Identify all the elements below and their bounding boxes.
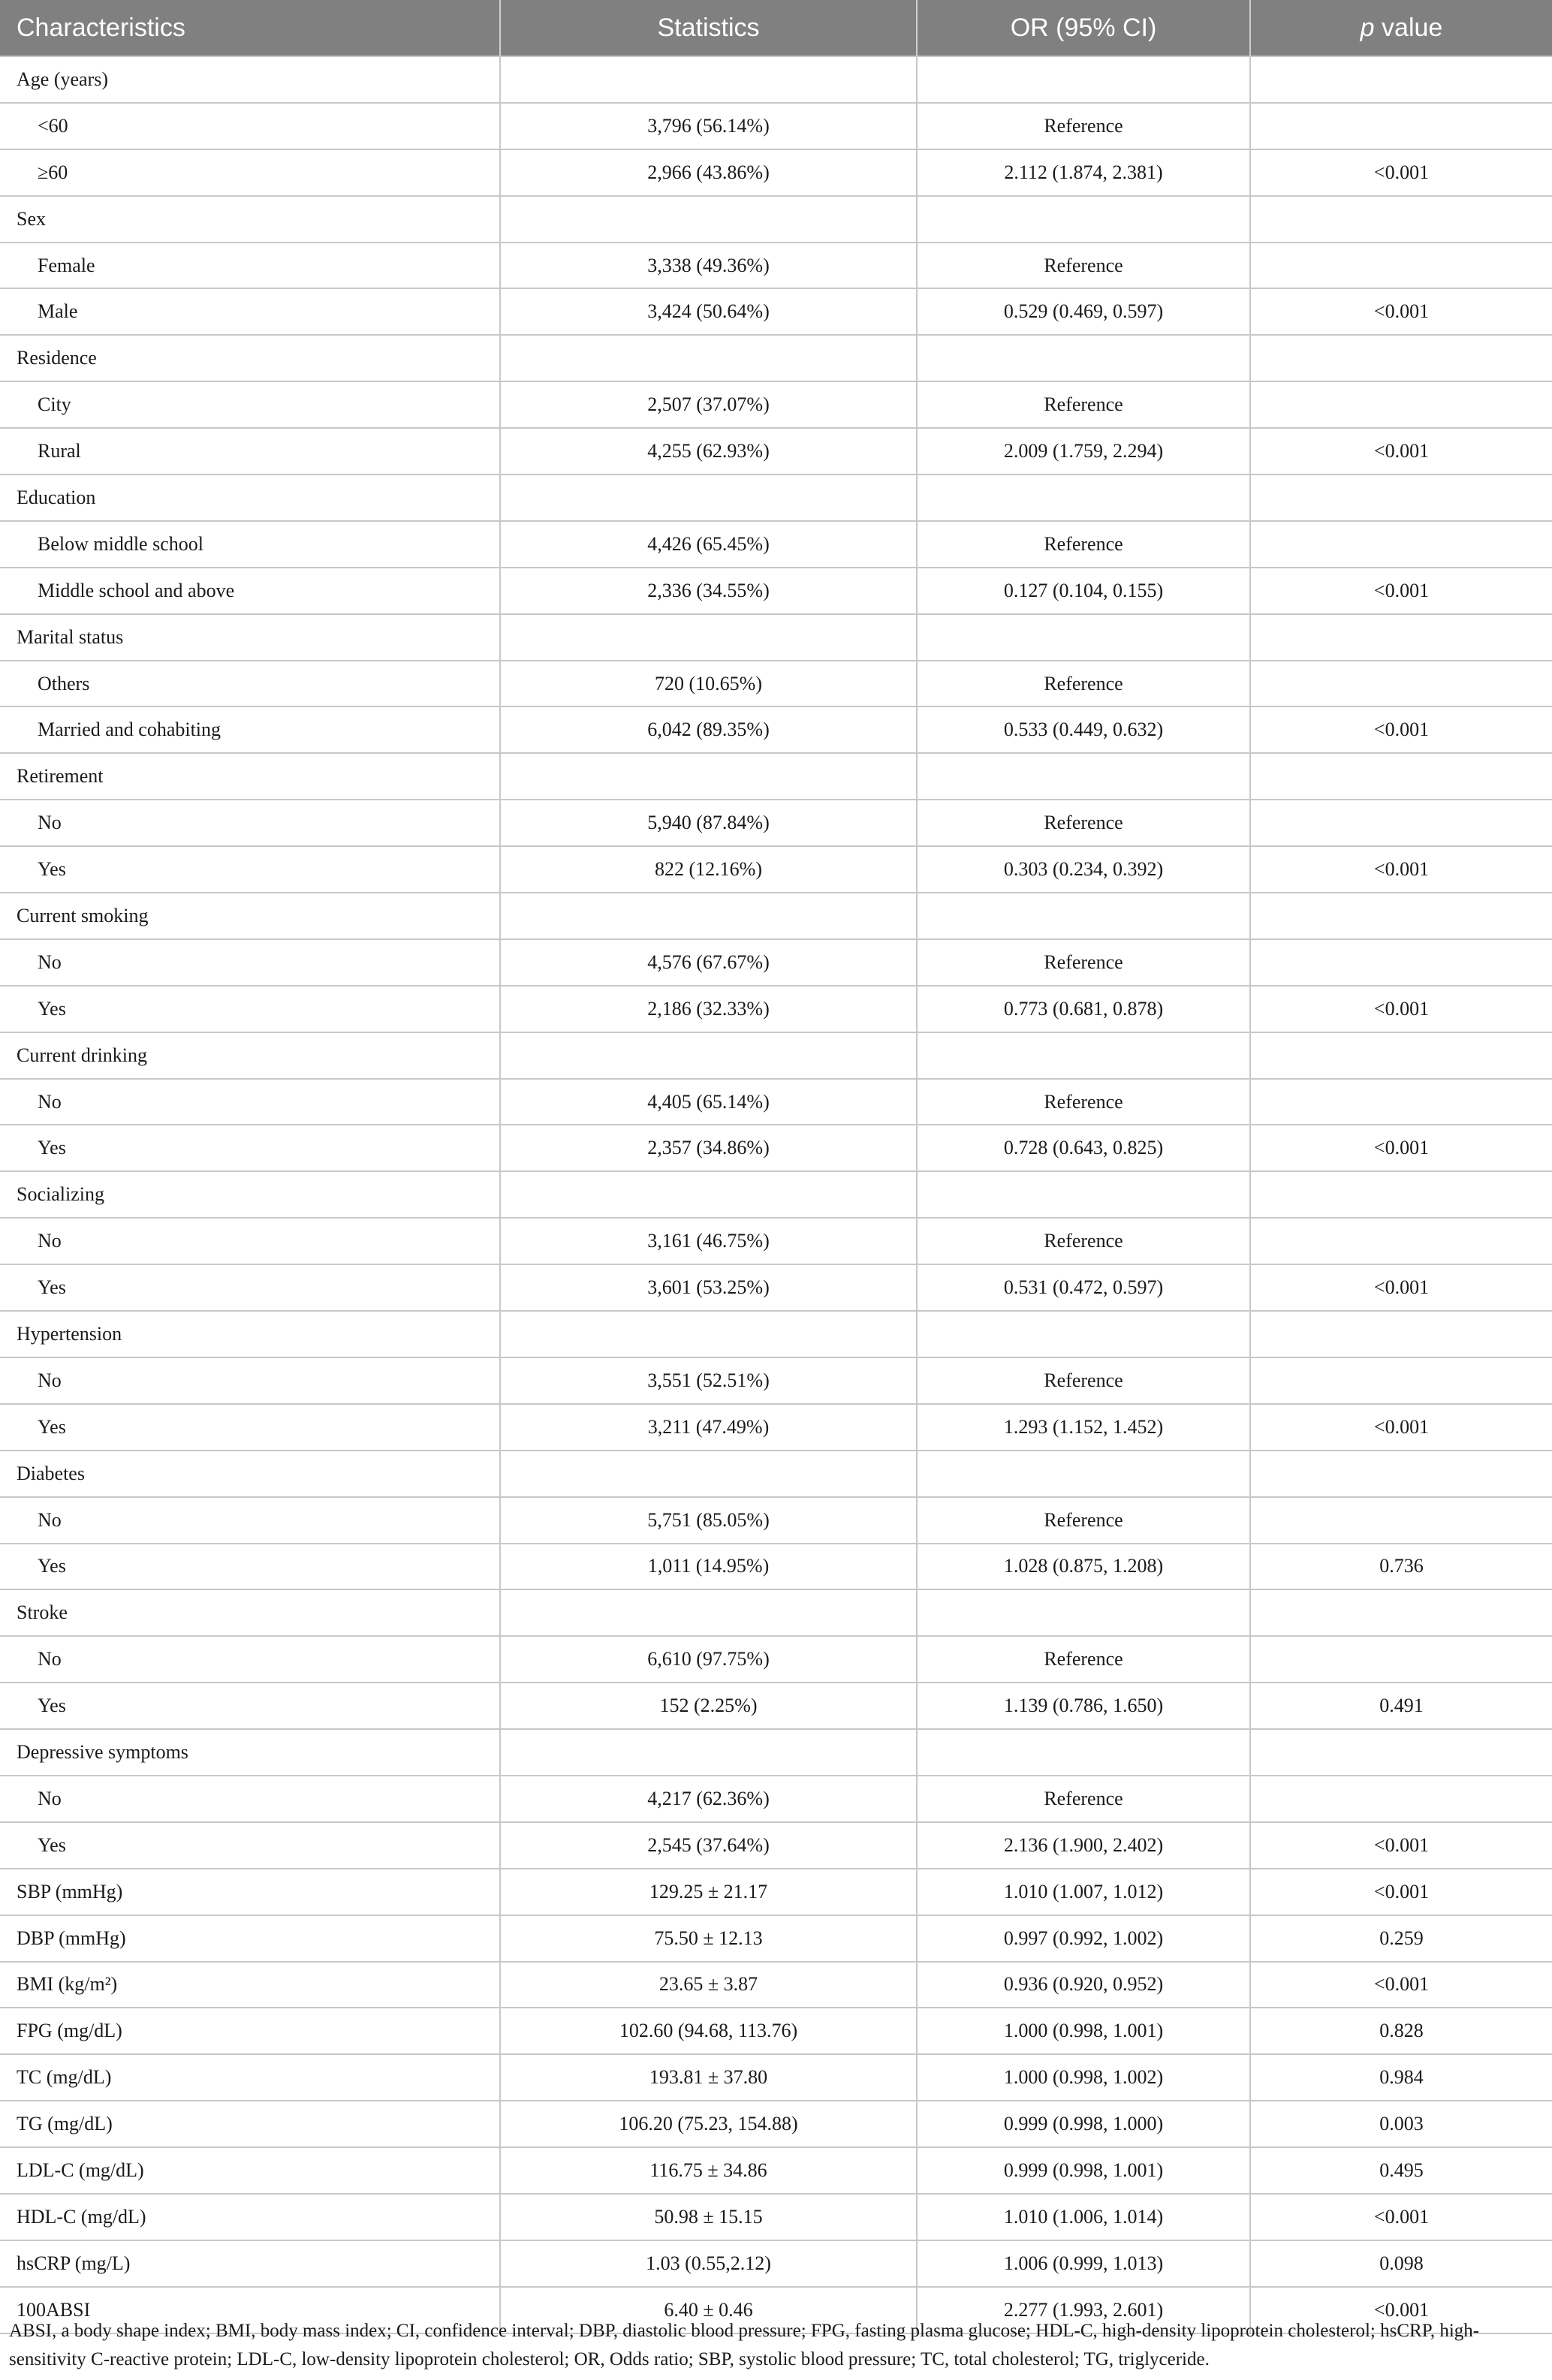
table-row — [0, 196, 1552, 243]
cell-p-value — [1250, 1032, 1552, 1079]
cell-statistics: 6,042 (89.35%) — [500, 706, 917, 753]
cell-or-ci: 0.529 (0.469, 0.597) — [917, 288, 1250, 335]
cell-p-value — [1250, 800, 1552, 846]
cell-or-ci — [917, 753, 1250, 800]
cell-or-ci — [917, 1171, 1250, 1218]
cell-statistics: 2,336 (34.55%) — [500, 568, 917, 614]
cell-characteristic: Marital status — [0, 614, 500, 661]
cell-statistics: 3,211 (47.49%) — [500, 1404, 917, 1451]
cell-or-ci — [917, 1589, 1250, 1636]
table-row — [0, 1869, 1552, 1915]
cell-statistics: 3,796 (56.14%) — [500, 103, 917, 149]
table-row — [0, 706, 1552, 753]
cell-p-value — [1250, 1636, 1552, 1683]
cell-or-ci — [917, 893, 1250, 939]
cell-or-ci: 0.531 (0.472, 0.597) — [917, 1264, 1250, 1311]
cell-p-value — [1250, 56, 1552, 103]
table-row — [0, 288, 1552, 335]
cell-p-value — [1250, 614, 1552, 661]
cell-or-ci: Reference — [917, 243, 1250, 289]
cell-characteristic: No — [0, 800, 500, 846]
cell-p-value: <0.001 — [1250, 1264, 1552, 1311]
table-row — [0, 149, 1552, 196]
cell-or-ci: 0.999 (0.998, 1.000) — [917, 2101, 1250, 2147]
cell-characteristic: Rural — [0, 428, 500, 474]
cell-statistics: 2,507 (37.07%) — [500, 381, 917, 428]
cell-or-ci: 0.773 (0.681, 0.878) — [917, 986, 1250, 1032]
table-row — [0, 2147, 1552, 2194]
cell-p-value: <0.001 — [1250, 1404, 1552, 1451]
cell-statistics — [500, 56, 917, 103]
header-p-rest: value — [1374, 13, 1443, 42]
cell-statistics: 75.50 ± 12.13 — [500, 1915, 917, 1962]
table-row — [0, 428, 1552, 474]
cell-characteristic: Yes — [0, 1404, 500, 1451]
cell-statistics — [500, 614, 917, 661]
cell-characteristic: Female — [0, 243, 500, 289]
cell-statistics: 2,186 (32.33%) — [500, 986, 917, 1032]
table-row — [0, 614, 1552, 661]
cell-characteristic: No — [0, 1776, 500, 1822]
cell-p-value — [1250, 474, 1552, 521]
cell-statistics: 3,338 (49.36%) — [500, 243, 917, 289]
table-row — [0, 1357, 1552, 1404]
cell-characteristic: Socializing — [0, 1171, 500, 1218]
table-row — [0, 986, 1552, 1032]
table-header-row — [0, 0, 1552, 56]
cell-characteristic: Yes — [0, 1822, 500, 1869]
cell-p-value — [1250, 1451, 1552, 1497]
cell-statistics: 4,405 (65.14%) — [500, 1079, 917, 1125]
cell-statistics: 2,545 (37.64%) — [500, 1822, 917, 1869]
table-row — [0, 1544, 1552, 1590]
cell-statistics — [500, 893, 917, 939]
table-row — [0, 521, 1552, 568]
cell-characteristic: No — [0, 1357, 500, 1404]
cell-p-value — [1250, 103, 1552, 149]
cell-characteristic: FPG (mg/dL) — [0, 2008, 500, 2054]
table-row — [0, 1636, 1552, 1683]
cell-characteristic: 100ABSI — [0, 2287, 500, 2333]
cell-or-ci: Reference — [917, 521, 1250, 568]
table-row — [0, 1822, 1552, 1869]
cell-statistics: 2,357 (34.86%) — [500, 1125, 917, 1171]
cell-characteristic: Below middle school — [0, 521, 500, 568]
cell-p-value: <0.001 — [1250, 1822, 1552, 1869]
cell-statistics: 1.03 (0.55,2.12) — [500, 2240, 917, 2287]
table-row — [0, 1589, 1552, 1636]
cell-statistics: 5,751 (85.05%) — [500, 1497, 917, 1544]
cell-p-value — [1250, 939, 1552, 986]
cell-statistics: 106.20 (75.23, 154.88) — [500, 2101, 917, 2147]
cell-p-value: 0.828 — [1250, 2008, 1552, 2054]
cell-characteristic: Middle school and above — [0, 568, 500, 614]
cell-p-value: <0.001 — [1250, 986, 1552, 1032]
table-row — [0, 2101, 1552, 2147]
table-row — [0, 1404, 1552, 1451]
table-row — [0, 893, 1552, 939]
cell-p-value — [1250, 1729, 1552, 1776]
cell-or-ci: 1.006 (0.999, 1.013) — [917, 2240, 1250, 2287]
cell-statistics: 4,255 (62.93%) — [500, 428, 917, 474]
cell-or-ci: 0.999 (0.998, 1.001) — [917, 2147, 1250, 2194]
cell-or-ci: 1.000 (0.998, 1.002) — [917, 2054, 1250, 2101]
cell-statistics: 129.25 ± 21.17 — [500, 1869, 917, 1915]
table-row — [0, 1264, 1552, 1311]
cell-statistics: 3,551 (52.51%) — [500, 1357, 917, 1404]
cell-or-ci: 1.010 (1.006, 1.014) — [917, 2194, 1250, 2240]
table-row — [0, 1218, 1552, 1264]
table-row — [0, 800, 1552, 846]
cell-or-ci: Reference — [917, 661, 1250, 707]
cell-characteristic: <60 — [0, 103, 500, 149]
cell-characteristic: Current smoking — [0, 893, 500, 939]
table-row — [0, 2194, 1552, 2240]
cell-p-value: <0.001 — [1250, 1125, 1552, 1171]
cell-statistics: 822 (12.16%) — [500, 846, 917, 893]
cell-p-value: 0.984 — [1250, 2054, 1552, 2101]
cell-characteristic: No — [0, 1218, 500, 1264]
cell-characteristic: Yes — [0, 1683, 500, 1729]
cell-characteristic: ≥60 — [0, 149, 500, 196]
cell-p-value: <0.001 — [1250, 846, 1552, 893]
cell-or-ci: 1.010 (1.007, 1.012) — [917, 1869, 1250, 1915]
cell-characteristic: HDL-C (mg/dL) — [0, 2194, 500, 2240]
table-row — [0, 381, 1552, 428]
table-row — [0, 335, 1552, 381]
table-row — [0, 1776, 1552, 1822]
cell-statistics — [500, 753, 917, 800]
cell-or-ci — [917, 335, 1250, 381]
table-row — [0, 1497, 1552, 1544]
cell-statistics: 23.65 ± 3.87 — [500, 1962, 917, 2008]
header-or-ci: OR (95% CI) — [917, 0, 1250, 56]
cell-or-ci: Reference — [917, 1497, 1250, 1544]
cell-or-ci: 2.136 (1.900, 2.402) — [917, 1822, 1250, 1869]
table-row — [0, 568, 1552, 614]
table-row — [0, 1915, 1552, 1962]
cell-characteristic: Yes — [0, 846, 500, 893]
cell-characteristic: Education — [0, 474, 500, 521]
cell-p-value: <0.001 — [1250, 428, 1552, 474]
cell-or-ci: 2.112 (1.874, 2.381) — [917, 149, 1250, 196]
cell-or-ci — [917, 1729, 1250, 1776]
header-p-value — [1250, 0, 1552, 56]
table-row — [0, 2054, 1552, 2101]
cell-characteristic: No — [0, 939, 500, 986]
cell-statistics — [500, 1589, 917, 1636]
cell-p-value — [1250, 196, 1552, 243]
cell-statistics: 193.81 ± 37.80 — [500, 2054, 917, 2101]
cell-or-ci: 1.139 (0.786, 1.650) — [917, 1683, 1250, 1729]
table-row — [0, 1079, 1552, 1125]
cell-characteristic: Retirement — [0, 753, 500, 800]
cell-or-ci: Reference — [917, 103, 1250, 149]
cell-statistics: 50.98 ± 15.15 — [500, 2194, 917, 2240]
cell-or-ci: Reference — [917, 1776, 1250, 1822]
cell-p-value: <0.001 — [1250, 1869, 1552, 1915]
table-row — [0, 2008, 1552, 2054]
cell-characteristic: Depressive symptoms — [0, 1729, 500, 1776]
cell-characteristic: Age (years) — [0, 56, 500, 103]
cell-statistics — [500, 196, 917, 243]
cell-p-value — [1250, 1357, 1552, 1404]
cell-statistics: 3,601 (53.25%) — [500, 1264, 917, 1311]
cell-characteristic: DBP (mmHg) — [0, 1915, 500, 1962]
table-row — [0, 1683, 1552, 1729]
cell-p-value: 0.491 — [1250, 1683, 1552, 1729]
header-characteristics: Characteristics — [0, 0, 500, 56]
cell-p-value: 0.736 — [1250, 1544, 1552, 1590]
table-row — [0, 846, 1552, 893]
cell-p-value — [1250, 1589, 1552, 1636]
cell-p-value: <0.001 — [1250, 706, 1552, 753]
cell-p-value: <0.001 — [1250, 568, 1552, 614]
cell-or-ci: 0.533 (0.449, 0.632) — [917, 706, 1250, 753]
cell-characteristic: Sex — [0, 196, 500, 243]
table-row — [0, 56, 1552, 103]
cell-statistics: 102.60 (94.68, 113.76) — [500, 2008, 917, 2054]
cell-p-value — [1250, 1497, 1552, 1544]
table-row — [0, 2240, 1552, 2287]
cell-or-ci — [917, 196, 1250, 243]
cell-p-value: 0.003 — [1250, 2101, 1552, 2147]
cell-or-ci: Reference — [917, 1636, 1250, 1683]
table-row — [0, 1962, 1552, 2008]
cell-p-value — [1250, 1171, 1552, 1218]
cell-p-value: 0.495 — [1250, 2147, 1552, 2194]
cell-characteristic: Yes — [0, 1264, 500, 1311]
cell-characteristic: City — [0, 381, 500, 428]
cell-or-ci: Reference — [917, 1079, 1250, 1125]
cell-p-value: <0.001 — [1250, 288, 1552, 335]
cell-p-value — [1250, 521, 1552, 568]
cell-characteristic: Yes — [0, 986, 500, 1032]
cell-or-ci: Reference — [917, 939, 1250, 986]
table-row — [0, 939, 1552, 986]
cell-statistics — [500, 1729, 917, 1776]
cell-characteristic: No — [0, 1636, 500, 1683]
cell-statistics: 3,161 (46.75%) — [500, 1218, 917, 1264]
cell-p-value — [1250, 753, 1552, 800]
cell-p-value — [1250, 381, 1552, 428]
table-footnote: ABSI, a body shape index; BMI, body mass index; CI, confidence interval; DBP, diastolic blood pressure; FPG, fasting plasma glucose; HDL-C, high-density lipoprotein cholesterol; hsCRP, high-sensitivity C-reactive protein; LDL-C, low-density lipoprotein cholesterol; OR, Odds ratio; SBP, systolic blood pressure; TC, total cholesterol; TG, triglyceride. — [9, 2321, 1480, 2369]
cell-characteristic: No — [0, 1497, 500, 1544]
cell-p-value — [1250, 1311, 1552, 1357]
table-row — [0, 1125, 1552, 1171]
cell-characteristic: SBP (mmHg) — [0, 1869, 500, 1915]
cell-p-value — [1250, 1218, 1552, 1264]
table-row — [0, 243, 1552, 289]
cell-p-value: 0.098 — [1250, 2240, 1552, 2287]
cell-statistics: 720 (10.65%) — [500, 661, 917, 707]
cell-characteristic: No — [0, 1079, 500, 1125]
table-row — [0, 1311, 1552, 1357]
table-row — [0, 1451, 1552, 1497]
cell-characteristic: Hypertension — [0, 1311, 500, 1357]
cell-or-ci: Reference — [917, 1218, 1250, 1264]
cell-or-ci — [917, 1451, 1250, 1497]
cell-p-value: <0.001 — [1250, 2287, 1552, 2333]
cell-or-ci: 2.009 (1.759, 2.294) — [917, 428, 1250, 474]
cell-statistics — [500, 1451, 917, 1497]
cell-characteristic: Residence — [0, 335, 500, 381]
cell-characteristic: Yes — [0, 1125, 500, 1171]
table-row — [0, 1729, 1552, 1776]
cell-or-ci: 2.277 (1.993, 2.601) — [917, 2287, 1250, 2333]
cell-statistics: 152 (2.25%) — [500, 1683, 917, 1729]
cell-p-value — [1250, 893, 1552, 939]
cell-characteristic: Diabetes — [0, 1451, 500, 1497]
cell-or-ci: 1.000 (0.998, 1.001) — [917, 2008, 1250, 2054]
cell-statistics: 5,940 (87.84%) — [500, 800, 917, 846]
header-p-italic: p — [1360, 13, 1375, 42]
cell-or-ci: 1.028 (0.875, 1.208) — [917, 1544, 1250, 1590]
cell-or-ci: 0.936 (0.920, 0.952) — [917, 1962, 1250, 2008]
cell-p-value — [1250, 335, 1552, 381]
cell-statistics: 6,610 (97.75%) — [500, 1636, 917, 1683]
cell-or-ci: Reference — [917, 800, 1250, 846]
cell-p-value — [1250, 243, 1552, 289]
table-row — [0, 103, 1552, 149]
cell-statistics: 3,424 (50.64%) — [500, 288, 917, 335]
table-row — [0, 661, 1552, 707]
cell-p-value: <0.001 — [1250, 149, 1552, 196]
cell-characteristic: Current drinking — [0, 1032, 500, 1079]
cell-statistics — [500, 1171, 917, 1218]
cell-statistics: 2,966 (43.86%) — [500, 149, 917, 196]
cell-statistics — [500, 474, 917, 521]
cell-characteristic: Stroke — [0, 1589, 500, 1636]
cell-or-ci — [917, 1311, 1250, 1357]
table-row — [0, 753, 1552, 800]
table-body — [0, 56, 1552, 2333]
cell-statistics: 4,576 (67.67%) — [500, 939, 917, 986]
table-row — [0, 474, 1552, 521]
cell-or-ci — [917, 56, 1250, 103]
cell-or-ci — [917, 474, 1250, 521]
cell-or-ci: 0.303 (0.234, 0.392) — [917, 846, 1250, 893]
cell-characteristic: Yes — [0, 1544, 500, 1590]
cell-characteristic: Male — [0, 288, 500, 335]
cell-characteristic: LDL-C (mg/dL) — [0, 2147, 500, 2194]
cell-or-ci: 0.127 (0.104, 0.155) — [917, 568, 1250, 614]
cell-statistics: 6.40 ± 0.46 — [500, 2287, 917, 2333]
cell-characteristic: TG (mg/dL) — [0, 2101, 500, 2147]
cell-or-ci — [917, 1032, 1250, 1079]
table-row — [0, 1171, 1552, 1218]
cell-statistics — [500, 1032, 917, 1079]
cell-statistics — [500, 1311, 917, 1357]
cell-p-value — [1250, 1079, 1552, 1125]
cell-p-value: <0.001 — [1250, 2194, 1552, 2240]
table-row — [0, 1032, 1552, 1079]
cell-p-value: <0.001 — [1250, 1962, 1552, 2008]
header-statistics: Statistics — [500, 0, 917, 56]
cell-or-ci: 0.728 (0.643, 0.825) — [917, 1125, 1250, 1171]
cell-characteristic: Married and cohabiting — [0, 706, 500, 753]
cell-statistics: 4,217 (62.36%) — [500, 1776, 917, 1822]
cell-or-ci — [917, 614, 1250, 661]
cell-characteristic: Others — [0, 661, 500, 707]
cell-p-value — [1250, 1776, 1552, 1822]
cell-statistics: 1,011 (14.95%) — [500, 1544, 917, 1590]
cell-or-ci: 0.997 (0.992, 1.002) — [917, 1915, 1250, 1962]
cell-or-ci: Reference — [917, 381, 1250, 428]
cell-statistics: 116.75 ± 34.86 — [500, 2147, 917, 2194]
cell-statistics: 4,426 (65.45%) — [500, 521, 917, 568]
cell-characteristic: BMI (kg/m²) — [0, 1962, 500, 2008]
cell-p-value — [1250, 661, 1552, 707]
cell-p-value: 0.259 — [1250, 1915, 1552, 1962]
cell-or-ci: 1.293 (1.152, 1.452) — [917, 1404, 1250, 1451]
cell-or-ci: Reference — [917, 1357, 1250, 1404]
cell-characteristic: hsCRP (mg/L) — [0, 2240, 500, 2287]
cell-statistics — [500, 335, 917, 381]
cell-characteristic: TC (mg/dL) — [0, 2054, 500, 2101]
